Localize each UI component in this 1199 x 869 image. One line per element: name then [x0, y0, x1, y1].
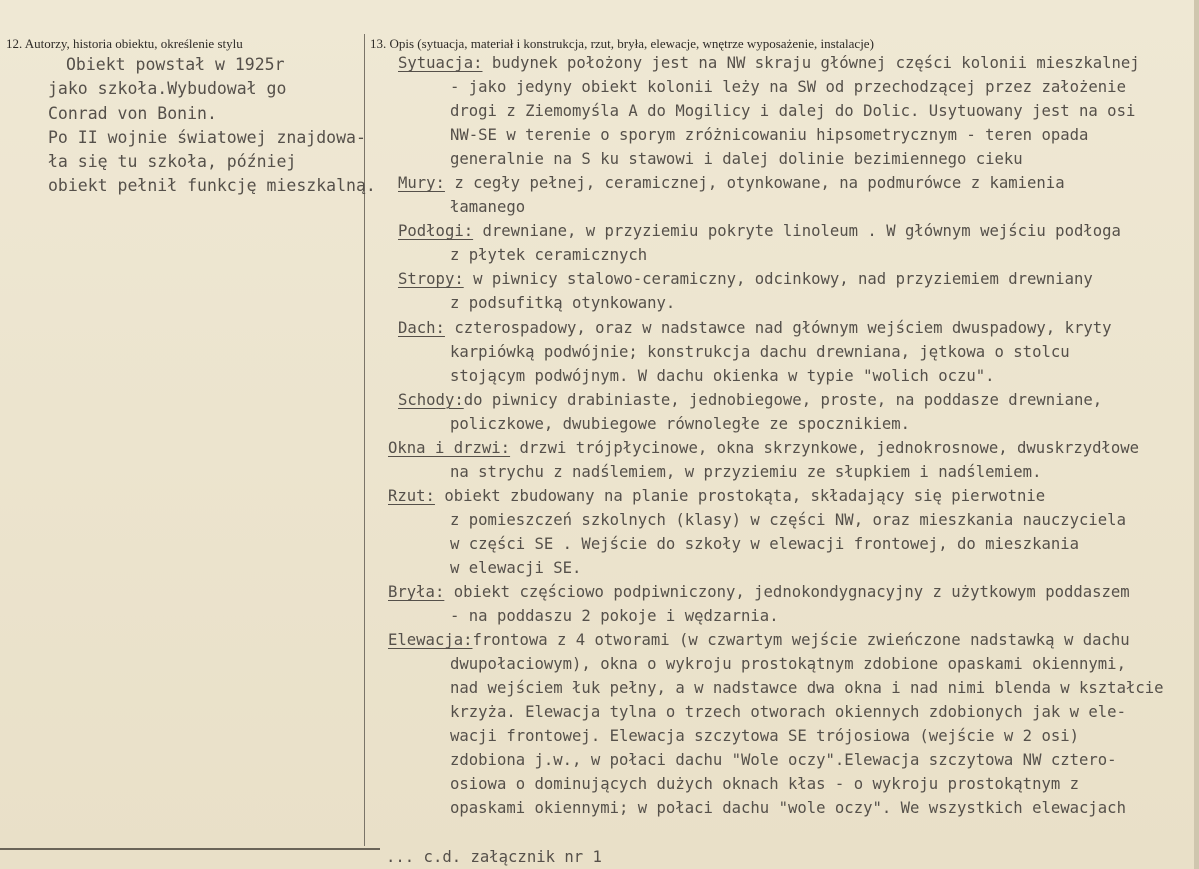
- section-13-header: 13. Opis (sytuacja, materiał i konstrukcja, rzut, bryła, elewacje, wnętrze wyposażenie, instalacje): [370, 36, 874, 51]
- description-line: [388, 340, 1164, 364]
- description-line: [388, 364, 1164, 388]
- description-line-text: budynek położony jest na NW skraju głównej części kolonii mieszkalnej: [482, 54, 1140, 72]
- description-line-text: w części SE . Wejście do szkoły w elewacji frontowej, do mieszkania: [450, 534, 1080, 553]
- description-line-text: policzkowe, dwubiegowe równoległe ze spocznikiem.: [450, 414, 911, 433]
- description-line: [388, 243, 1164, 267]
- description-line-text: osiowa o dominujących dużych oknach kłas - o wykroju prostokątnym z: [450, 775, 1080, 794]
- description-line: [388, 724, 1164, 748]
- description-line-text: wacji frontowej. Elewacja szczytowa SE trójosiowa (wejście w 2 osi): [450, 727, 1080, 746]
- description-line-text: generalnie na S ku stawowi i dalej dolinie bezimiennego cieku: [450, 150, 1023, 169]
- description-line: [388, 628, 1164, 652]
- description-line-text: frontowa z 4 otworami (w czwartym wejście zwieńczone nadstawką w dachu: [472, 631, 1130, 650]
- description-line-text: stojącym podwójnym. W dachu okienka w typie "wolich oczu".: [450, 366, 995, 385]
- section-label: Dach:: [398, 318, 445, 337]
- history-line: ła się tu szkoła, później: [48, 152, 297, 172]
- description-line: [388, 291, 1164, 315]
- description-line-text: krzyża. Elewacja tylna o trzech otworach okiennych zdobionych jak w ele-: [450, 703, 1126, 722]
- description-line-text: nad wejściem łuk pełny, a w nadstawce dwa okna i nad nimi blenda w kształcie: [450, 679, 1164, 698]
- description-line: [388, 316, 1164, 340]
- description-line: [388, 388, 1164, 412]
- description-line-text: karpiówką podwójnie; konstrukcja dachu drewniana, jętkowa o stolcu: [450, 342, 1070, 361]
- description-line: [388, 676, 1164, 700]
- description-line: [388, 556, 1164, 580]
- description-line: [388, 796, 1164, 820]
- section-label: Bryła:: [388, 583, 445, 602]
- section-label: Okna i drzwi:: [388, 438, 511, 457]
- history-text: [48, 53, 376, 199]
- description-line-text: do piwnicy drabiniaste, jednobiegowe, proste, na poddasze drewniane,: [463, 390, 1103, 409]
- description-line: [388, 652, 1164, 676]
- description-text: [388, 51, 1164, 821]
- description-line: [388, 147, 1164, 171]
- history-line: Obiekt powstał w 1925r: [66, 55, 285, 74]
- section-12-header: 12. Autorzy, historia obiektu, określenie stylu: [6, 36, 243, 51]
- description-line-text: z pomieszczeń szkolnych (klasy) w części NW, oraz mieszkania nauczyciela: [450, 510, 1126, 529]
- description-line-text: - na poddaszu 2 pokoje i wędzarnia.: [450, 607, 779, 626]
- description-line-text: na strychu z nadślemiem, w przyziemiu ze słupkiem i nadślemiem.: [450, 462, 1042, 481]
- history-line: Conrad von Bonin.: [48, 103, 217, 123]
- description-line-text: z podsufitką otynkowany.: [450, 294, 676, 313]
- description-line: [388, 195, 1164, 219]
- description-line-text: drewniane, w przyziemiu pokryte linoleum . W głównym wejściu podłoga: [473, 222, 1121, 241]
- history-line: Po II wojnie światowej znajdowa-: [48, 127, 366, 147]
- description-line: [388, 267, 1164, 291]
- description-line-text: w piwnicy stalowo-ceramiczny, odcinkowy, nad przyziemiem drewniany: [463, 270, 1093, 289]
- description-line-text: drzwi trójpłycinowe, okna skrzynkowe, jednokrosnowe, dwuskrzydłowe: [510, 438, 1140, 457]
- section-label: Mury:: [398, 174, 445, 193]
- section-label: Sytuacja:: [398, 54, 483, 72]
- description-line-text: NW-SE w terenie o sporym zróżnicowaniu hipsometrycznym - teren opada: [450, 126, 1089, 145]
- description-line: [388, 436, 1164, 460]
- description-line-text: - jako jedyny obiekt kolonii leży na SW od przechodzącej przez założenie: [450, 78, 1126, 97]
- description-line: [388, 508, 1164, 532]
- history-line: jako szkoła.Wybudował go: [48, 79, 287, 99]
- description-line: [388, 51, 1164, 75]
- description-line-text: zdobiona j.w., w połaci dachu "Wole oczy".Elewacja szczytowa NW cztero-: [450, 751, 1117, 770]
- history-line: obiekt pełnił funkcję mieszkalną.: [48, 176, 376, 196]
- description-line: [388, 532, 1164, 556]
- description-line-text: w elewacji SE.: [450, 558, 582, 577]
- section-label: Stropy:: [398, 270, 464, 289]
- description-line: [388, 460, 1164, 484]
- description-line-text: opaskami okiennymi; w połaci dachu "wole oczy". We wszystkich elewacjach: [450, 799, 1126, 818]
- description-line-text: drogi z Ziemomyśla A do Mogilicy i dalej do Dolic. Usytuowany jest na osi: [450, 102, 1136, 121]
- description-line: [388, 484, 1164, 508]
- bottom-rule: [0, 848, 380, 850]
- continuation-note: ... c.d. załącznik nr 1: [386, 848, 602, 866]
- description-line: [388, 772, 1164, 796]
- description-line: [388, 99, 1164, 123]
- description-line: [388, 700, 1164, 724]
- section-label: Podłogi:: [398, 222, 474, 241]
- description-line: [388, 219, 1164, 243]
- section-label: Elewacja:: [388, 631, 473, 650]
- description-line: [388, 123, 1164, 147]
- description-line: [388, 412, 1164, 436]
- section-label: Schody:: [398, 390, 464, 409]
- description-line: [388, 171, 1164, 195]
- description-line-text: dwupołaciowym), okna o wykroju prostokątnym zdobione opaskami okiennymi,: [450, 655, 1126, 674]
- description-line: [388, 748, 1164, 772]
- description-line: [388, 75, 1164, 99]
- description-line: [388, 580, 1164, 604]
- description-line-text: łamanego: [450, 198, 526, 217]
- description-line: [388, 604, 1164, 628]
- description-line-text: z płytek ceramicznych: [450, 246, 648, 265]
- description-line-text: obiekt zbudowany na planie prostokąta, składający się pierwotnie: [434, 486, 1046, 505]
- page-edge: [1194, 0, 1199, 869]
- section-label: Rzut:: [388, 486, 435, 505]
- description-line-text: z cegły pełnej, ceramicznej, otynkowane, na podmurówce z kamienia: [444, 174, 1065, 193]
- description-line-text: obiekt częściowo podpiwniczony, jednokondygnacyjny z użytkowym poddaszem: [444, 583, 1130, 602]
- description-line-text: czterospadowy, oraz w nadstawce nad głównym wejściem dwuspadowy, kryty: [444, 318, 1112, 337]
